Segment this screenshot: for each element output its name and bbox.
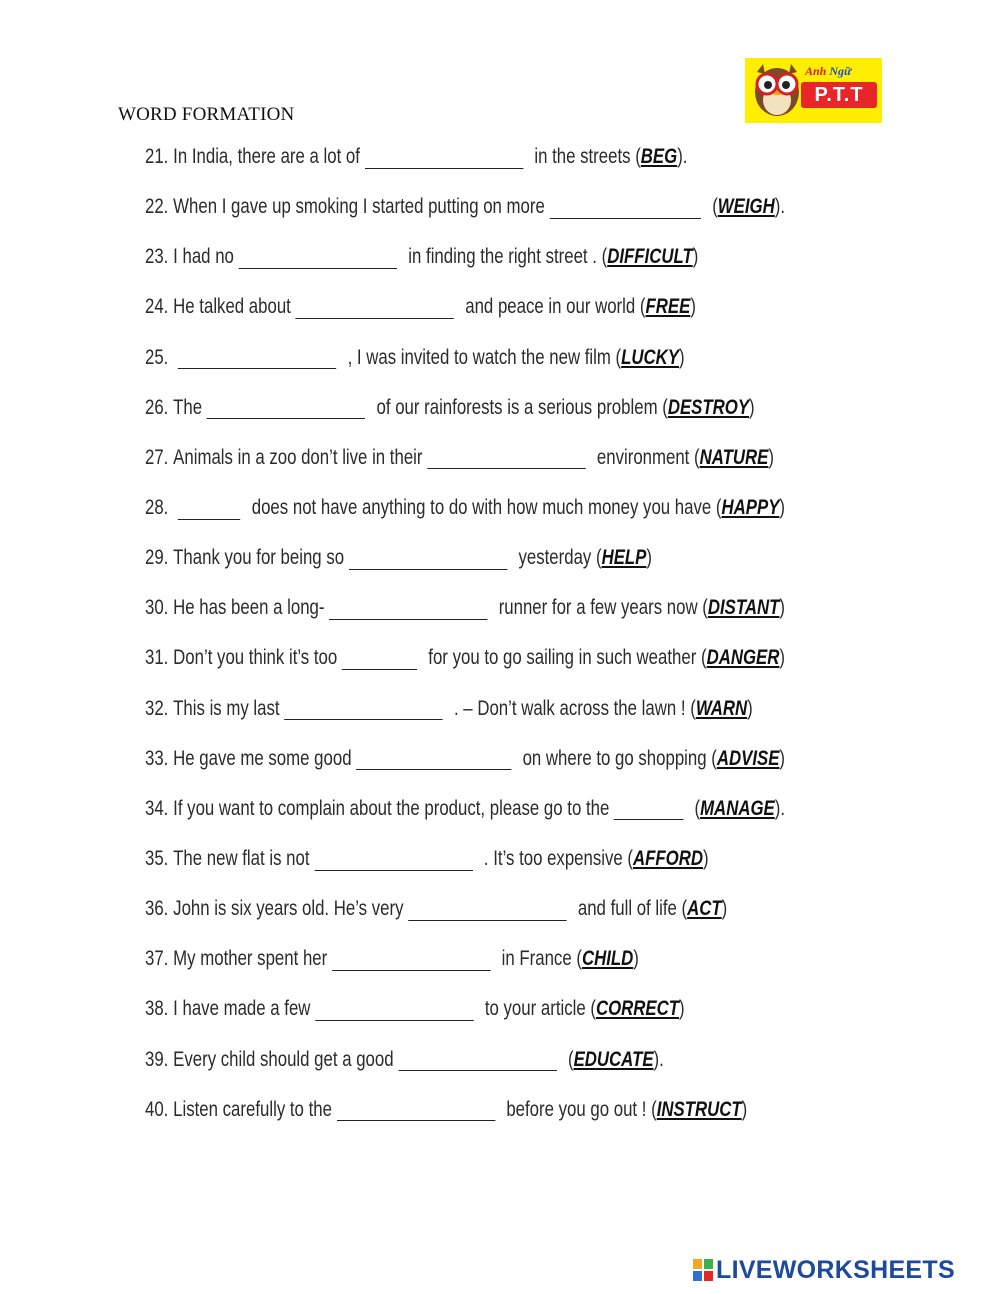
exercise-text-before: The	[173, 395, 203, 419]
exercise-text-before: If you want to complain about the product, please go to the	[173, 796, 610, 820]
exercise-text-end: )	[679, 997, 685, 1021]
answer-blank[interactable]	[178, 497, 241, 520]
exercise-text-end: ).	[677, 145, 688, 169]
exercise-item	[145, 784, 785, 834]
exercise-item	[145, 282, 785, 332]
keyword: HELP	[601, 546, 647, 570]
answer-blank[interactable]	[296, 296, 454, 319]
keyword: DISTANT	[707, 596, 780, 620]
exercise-number: 39.	[145, 1047, 169, 1071]
exercise-text-before: John is six years old. He’s very	[173, 897, 404, 921]
exercise-text-end: )	[690, 295, 696, 319]
exercise-text-before: Listen carefully to the	[173, 1097, 332, 1121]
keyword: BEG	[640, 145, 678, 169]
answer-blank[interactable]	[342, 647, 417, 670]
exercise-item	[145, 232, 785, 282]
keyword: CORRECT	[595, 997, 680, 1021]
exercise-text-end: )	[779, 746, 785, 770]
exercise-number: 38.	[145, 997, 169, 1021]
answer-blank[interactable]	[178, 346, 336, 369]
exercise-number: 40.	[145, 1097, 169, 1121]
exercise-item	[145, 383, 785, 433]
keyword: DANGER	[706, 646, 780, 670]
exercise-text-after: and full of life (	[577, 897, 688, 921]
answer-blank[interactable]	[337, 1098, 495, 1121]
keyword: DESTROY	[667, 395, 750, 419]
exercise-text-after: to your article (	[484, 997, 596, 1021]
keyword: EDUCATE	[573, 1047, 654, 1071]
exercise-number: 35.	[145, 847, 169, 871]
exercise-text-before: He has been a long-	[173, 596, 325, 620]
exercise-text-end: ).	[774, 796, 785, 820]
exercise-text-after: yesterday (	[518, 546, 602, 570]
exercise-text-before: I had no	[173, 245, 234, 269]
keyword: HAPPY	[721, 496, 780, 520]
exercise-item	[145, 633, 785, 683]
exercise-text-after: before you go out ! (	[506, 1097, 657, 1121]
exercise-item	[145, 533, 785, 583]
exercise-item	[145, 583, 785, 633]
keyword: NATURE	[699, 445, 769, 469]
exercise-text-end: )	[646, 546, 652, 570]
footer-brand	[692, 1254, 955, 1286]
exercise-text-after: . – Don’t walk across the lawn ! (	[453, 696, 696, 720]
exercise-text-end: )	[779, 646, 785, 670]
exercise-text-after: (	[694, 796, 701, 820]
answer-blank[interactable]	[314, 848, 472, 871]
exercise-text-end: )	[779, 496, 785, 520]
exercise-text-before: He gave me some good	[173, 746, 352, 770]
exercise-number: 22.	[145, 195, 169, 219]
exercise-text-before: When I gave up smoking I started putting on more	[173, 195, 545, 219]
exercise-item	[145, 483, 785, 533]
exercise-text-after: (	[567, 1047, 574, 1071]
exercise-item	[145, 884, 785, 934]
exercise-text-after: , I was invited to watch the new film (	[347, 345, 622, 369]
logo-name: P.T.T	[801, 82, 877, 108]
answer-blank[interactable]	[329, 597, 487, 620]
exercise-list	[145, 132, 945, 1135]
answer-blank[interactable]	[207, 396, 365, 419]
exercise-number: 23.	[145, 245, 169, 269]
exercise-item	[145, 433, 785, 483]
keyword: FREE	[645, 295, 691, 319]
exercise-text-end: )	[768, 445, 774, 469]
exercise-text-end: )	[741, 1097, 748, 1121]
answer-blank[interactable]	[332, 948, 490, 971]
exercise-text-before: In India, there are a lot of	[173, 145, 360, 169]
exercise-text-end: )	[721, 897, 728, 921]
exercise-text-before: Animals in a zoo don’t live in their	[173, 445, 423, 469]
exercise-number: 33.	[145, 746, 169, 770]
answer-blank[interactable]	[315, 998, 473, 1021]
answer-blank[interactable]	[550, 196, 701, 219]
page-title: WORD FORMATION	[118, 104, 295, 125]
keyword: MANAGE	[700, 796, 775, 820]
exercise-text-after: in the streets (	[534, 145, 641, 169]
answer-blank[interactable]	[356, 747, 511, 770]
exercise-text-after: in finding the right street . (	[408, 245, 608, 269]
exercise-number: 25.	[145, 345, 169, 369]
exercise-item	[145, 182, 785, 232]
exercise-number: 24.	[145, 295, 169, 319]
exercise-number: 37.	[145, 947, 169, 971]
exercise-text-end: ).	[653, 1047, 664, 1071]
exercise-text-end: )	[692, 245, 699, 269]
answer-blank[interactable]	[349, 547, 507, 570]
footer-brand-text: LIVEWORKSHEETS	[716, 1255, 955, 1284]
exercise-text-after: on where to go shopping (	[522, 746, 717, 770]
exercise-item	[145, 132, 785, 182]
exercise-item	[145, 984, 785, 1034]
exercise-text-before: Every child should get a good	[173, 1047, 394, 1071]
answer-blank[interactable]	[398, 1048, 556, 1071]
exercise-text-after: does not have anything to do with how much money you have (	[251, 496, 722, 520]
exercise-number: 21.	[145, 145, 169, 169]
exercise-text-after: environment (	[596, 445, 700, 469]
exercise-item	[145, 684, 785, 734]
exercise-text-end: ).	[774, 195, 785, 219]
exercise-item	[145, 333, 785, 383]
exercise-text-after: and peace in our world (	[465, 295, 646, 319]
exercise-text-after: of our rainforests is a serious problem (	[376, 395, 668, 419]
school-logo	[745, 58, 882, 123]
keyword: WARN	[695, 696, 748, 720]
answer-blank[interactable]	[427, 446, 585, 469]
exercise-number: 34.	[145, 796, 169, 820]
exercise-text-end: )	[747, 696, 753, 720]
keyword: ACT	[687, 897, 722, 921]
exercise-text-end: )	[703, 847, 709, 871]
keyword: AFFORD	[633, 847, 703, 871]
exercise-number: 36.	[145, 897, 169, 921]
exercise-number: 28.	[145, 496, 169, 520]
exercise-item	[145, 1085, 785, 1135]
keyword: LUCKY	[621, 345, 680, 369]
answer-blank[interactable]	[365, 146, 523, 169]
keyword: INSTRUCT	[656, 1097, 742, 1121]
exercise-text-end: )	[633, 947, 639, 971]
exercise-number: 26.	[145, 395, 169, 419]
answer-blank[interactable]	[614, 797, 683, 820]
exercise-number: 27.	[145, 445, 169, 469]
exercise-text-before: My mother spent her	[173, 947, 328, 971]
exercise-text-before: Don’t you think it’s too	[173, 646, 338, 670]
exercise-text-before: Thank you for being so	[173, 546, 345, 570]
exercise-number: 30.	[145, 596, 169, 620]
exercise-text-after: (	[712, 195, 718, 219]
exercise-text-after: runner for a few years now (	[498, 596, 708, 620]
keyword: DIFFICULT	[607, 245, 693, 269]
answer-blank[interactable]	[239, 246, 397, 269]
exercise-number: 31.	[145, 646, 169, 670]
exercise-item	[145, 834, 785, 884]
exercise-item	[145, 934, 785, 984]
exercise-item	[145, 734, 785, 784]
exercise-text-before: He talked about	[173, 295, 291, 319]
keyword: CHILD	[581, 947, 634, 971]
answer-blank[interactable]	[284, 697, 442, 720]
exercise-text-before: The new flat is not	[173, 847, 310, 871]
exercise-number: 29.	[145, 546, 169, 570]
exercise-item	[145, 1035, 785, 1085]
keyword: ADVISE	[716, 746, 780, 770]
logo-brand: Anh Ngữ	[805, 64, 852, 78]
exercise-text-end: )	[749, 395, 755, 419]
owl-icon	[751, 62, 803, 118]
keyword: WEIGH	[717, 195, 775, 219]
exercise-text-after: . It’s too expensive (	[483, 847, 633, 871]
exercise-text-before: This is my last	[173, 696, 280, 720]
exercise-text-after: for you to go sailing in such weather (	[428, 646, 707, 670]
exercise-text-before: I have made a few	[173, 997, 311, 1021]
liveworksheets-icon	[692, 1258, 714, 1282]
exercise-text-end: )	[779, 596, 785, 620]
exercise-text-after: in France (	[501, 947, 582, 971]
exercise-text-end: )	[679, 345, 685, 369]
exercise-number: 32.	[145, 696, 169, 720]
answer-blank[interactable]	[408, 898, 566, 921]
